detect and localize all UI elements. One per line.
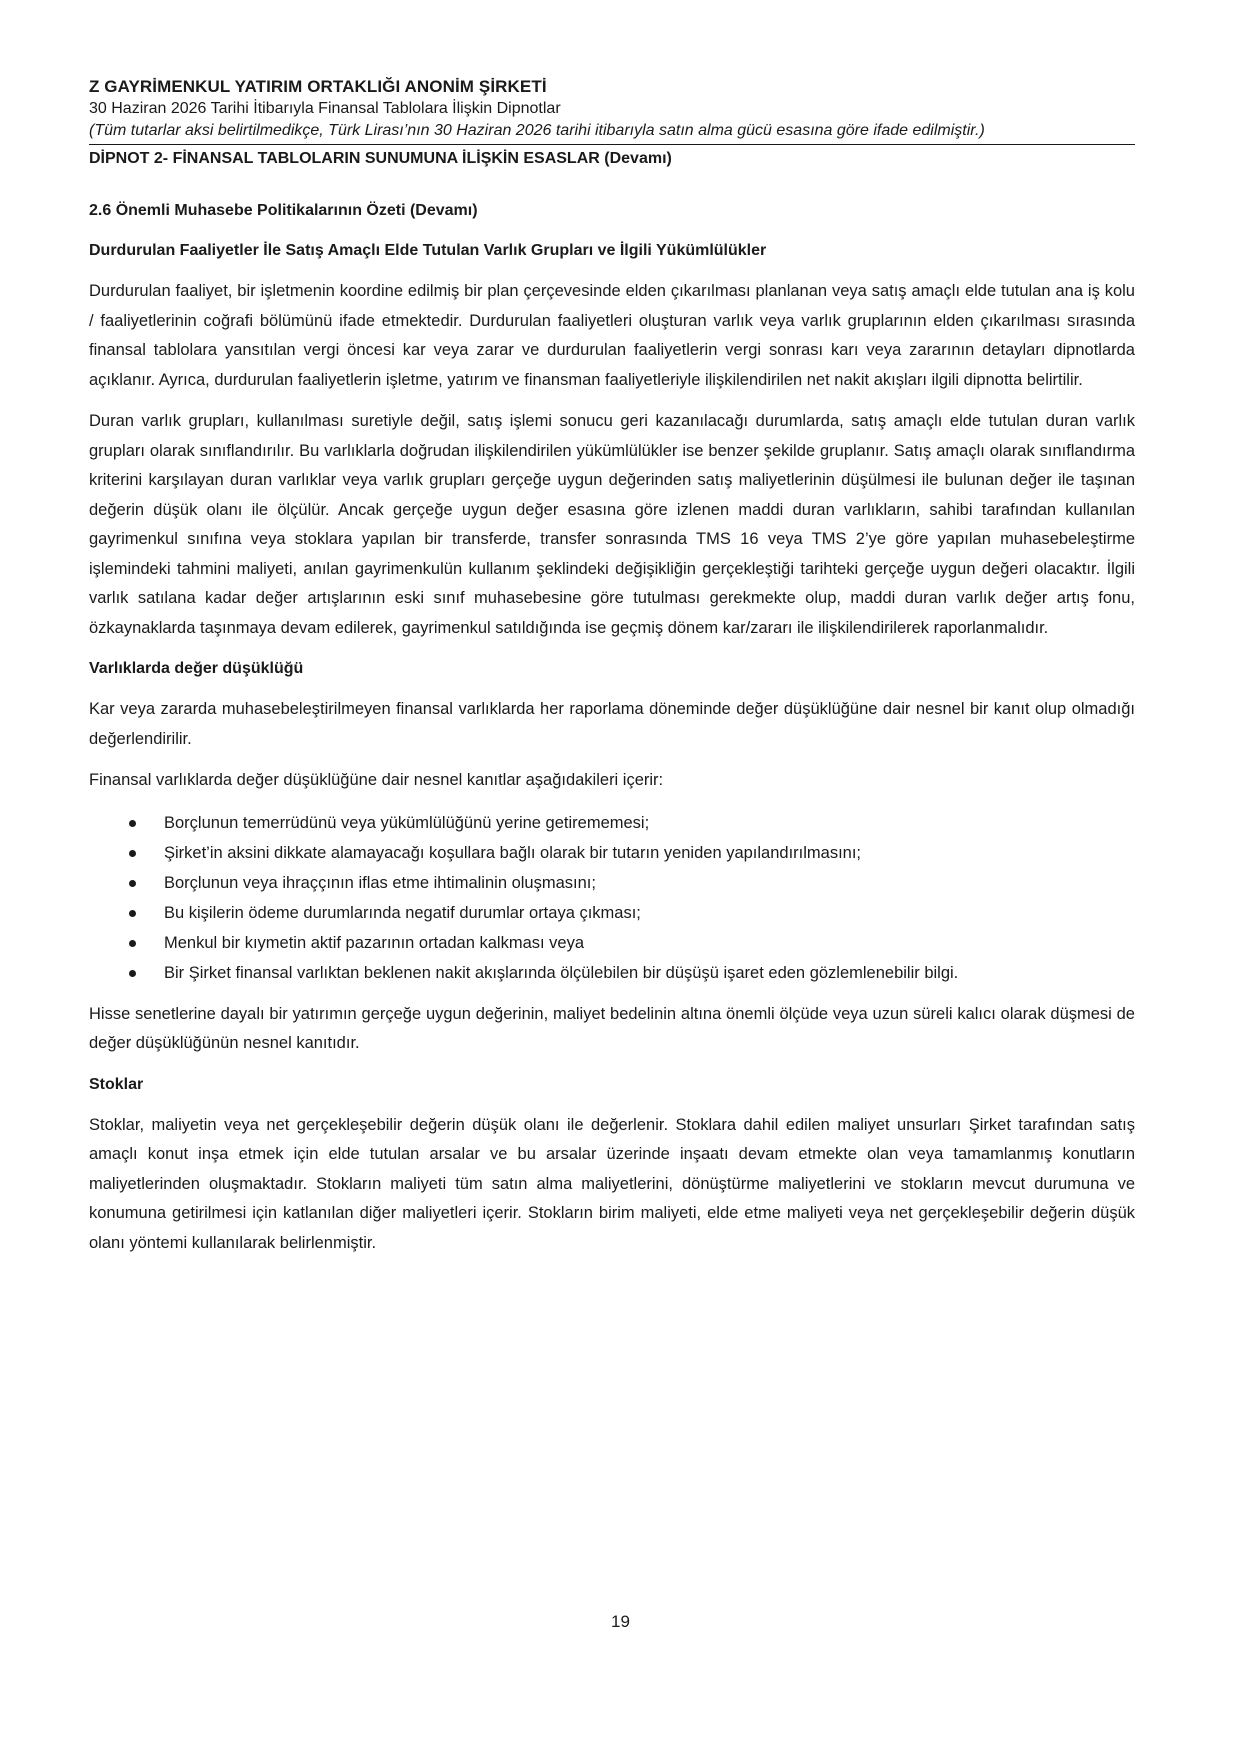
bullet-icon — [129, 940, 136, 947]
list-item-text: Borçlunun temerrüdünü veya yükümlülüğünü yerine getirememesi; — [164, 813, 650, 832]
page-content — [89, 200, 1135, 1258]
policies-heading: 2.6 Önemli Muhasebe Politikalarının Özeti (Devamı) — [89, 202, 478, 219]
list-item-text: Borçlunun veya ihraççının iflas etme ihtimalinin oluşmasını; — [164, 873, 596, 892]
report-subtitle: 30 Haziran 2026 Tarihi İtibarıyla Finansal Tablolara İlişkin Dipnotlar — [89, 100, 561, 117]
bullet-icon — [129, 910, 136, 917]
stocks-heading: Stoklar — [89, 1075, 144, 1093]
page-header — [89, 76, 1135, 170]
impairment-paragraph-2: Finansal varlıklarda değer düşüklüğüne dair nesnel kanıtlar aşağıdakileri içerir: — [89, 771, 664, 789]
list-item — [89, 958, 1135, 988]
bullet-icon — [129, 880, 136, 887]
list-item — [89, 808, 1135, 838]
list-item — [89, 838, 1135, 868]
impairment-paragraph-3: Hisse senetlerine dayalı bir yatırımın gerçeğe uygun değerinin, maliyet bedelinin altına önemli ölçüde veya uzun süreli kalıcı olarak düşmesi de değer düşüklüğünün nesnel kanıtıdır. — [89, 1004, 1135, 1052]
bullet-icon — [129, 820, 136, 827]
page-number: 19 — [611, 1612, 630, 1631]
list-item-text: Menkul bir kıymetin aktif pazarının ortadan kalkması veya — [164, 933, 585, 952]
list-item-text: Şirket’in aksini dikkate alamayacağı koşullara bağlı olarak bir tutarın yeniden yapılandırılmasını; — [164, 843, 862, 862]
list-item-text: Bu kişilerin ödeme durumlarında negatif durumlar ortaya çıkması; — [164, 903, 641, 922]
discontinued-operations-paragraph-2: Duran varlık grupları, kullanılması suretiyle değil, satış işlemi sonucu geri kazanılacağı durumlarda, satış amaçlı elde tutulan duran varlık grupları olarak sınıflandırılır. Bu varlıklarla doğrudan ilişkilendirilen yükümlülükler ise benzer şekilde gruplanır. Satış amaçlı olarak sınıflandırma kriterini karşılayan duran varlıklar veya varlık grupları gerçeğe uygun değerinden satış maliyetlerinin düşülmesi ile bulunan değer ile taşınan değerin düşük olanı ile ölçülür. Ancak gerçeğe uygun değer esasına göre izlenen maddi duran varlıkların, sahibi tarafından kullanılan gayrimenkul sınıfına veya stoklara yapılan bir transferde, transfer sonrasında TMS 16 veya TMS 2’ye göre yapılan muhasebeleştirme işlemindeki tahmini maliyeti, anılan gayrimenkulün kullanım şeklindeki değişikliğin gerçekleştiği tarihteki gerçeğe uygun değeri olacaktır. İlgili varlık satılana kadar değer artışlarının eski sınıf muhasebesine göre tutulması gerekmekte olup, maddi duran varlık değer artış fonu, özkaynaklarda taşınmaya devam edilerek, gayrimenkul satıldığında ise geçmiş dönem kar/zararı ile ilişkilendirilerek raporlanmalıdır. — [89, 412, 1135, 637]
currency-note: (Tüm tutarlar aksi belirtilmedikçe, Türk Lirası’nın 30 Haziran 2026 tarihi itibarıyla satın alma gücü esasına göre ifade edilmiştir.) — [89, 120, 1135, 145]
stocks-paragraph: Stoklar, maliyetin veya net gerçekleşebilir değerin düşük olanı ile değerlenir. Stoklara dahil edilen maliyet unsurları Şirket tarafından satış amaçlı konut inşa etmek için elde tutulan arsalar ve bu arsalar üzerinde inşaatı devam etmekte olan veya tamamlanmış konutların maliyetlerinden oluşmaktadır. Stokların maliyeti tüm satın alma maliyetlerini, dönüştürme maliyetlerini ve stokların mevcut durumuna ve konumuna getirilmesi için katlanılan diğer maliyetleri içerir. Stokların birim maliyeti, elde etme maliyeti veya net gerçekleşebilir değerin düşük olanı yöntemi kullanılarak belirlenmiştir. — [89, 1115, 1135, 1252]
list-item — [89, 868, 1135, 898]
impairment-paragraph-1: Kar veya zararda muhasebeleştirilmeyen finansal varlıklarda her raporlama döneminde değer düşüklüğüne dair nesnel bir kanıt olup olmadığı değerlendirilir. — [89, 700, 1135, 748]
list-item — [89, 898, 1135, 928]
dipnot-title: DİPNOT 2- FİNANSAL TABLOLARIN SUNUMUNA İLİŞKİN ESASLAR (Devamı) — [89, 150, 672, 167]
bullet-icon — [129, 970, 136, 977]
company-name: Z GAYRİMENKUL YATIRIM ORTAKLIĞI ANONİM ŞİRKETİ — [89, 77, 547, 96]
bullet-icon — [129, 850, 136, 857]
impairment-heading: Varlıklarda değer düşüklüğü — [89, 660, 304, 677]
discontinued-operations-paragraph-1: Durdurulan faaliyet, bir işletmenin koordine edilmiş bir plan çerçevesinde elden çıkarılması planlanan veya satış amaçlı elde tutulan ana iş kolu / faaliyetlerinin coğrafi bölümünü ifade etmektedir. Durdurulan faaliyetleri oluşturan varlık veya varlık gruplarının elden çıkarılması sırasında finansal tablolara yansıtılan vergi öncesi kar veya zarar ve durdurulan faaliyetlerin vergi sonrası karı veya zararının detayları dipnotlarda açıklanır. Ayrıca, durdurulan faaliyetlerin işletme, yatırım ve finansman faaliyetleriyle ilişkilendirilen net nakit akışları ilgili dipnotta belirtilir. — [89, 282, 1135, 389]
list-item — [89, 928, 1135, 958]
discontinued-operations-heading: Durdurulan Faaliyetler İle Satış Amaçlı Elde Tutulan Varlık Grupları ve İlgili Yükümlülükler — [89, 242, 767, 259]
list-item-text: Bir Şirket finansal varlıktan beklenen nakit akışlarında ölçülebilen bir düşüşü işaret eden gözlemlenebilir bilgi. — [164, 963, 959, 982]
impairment-evidence-list — [89, 808, 1135, 988]
